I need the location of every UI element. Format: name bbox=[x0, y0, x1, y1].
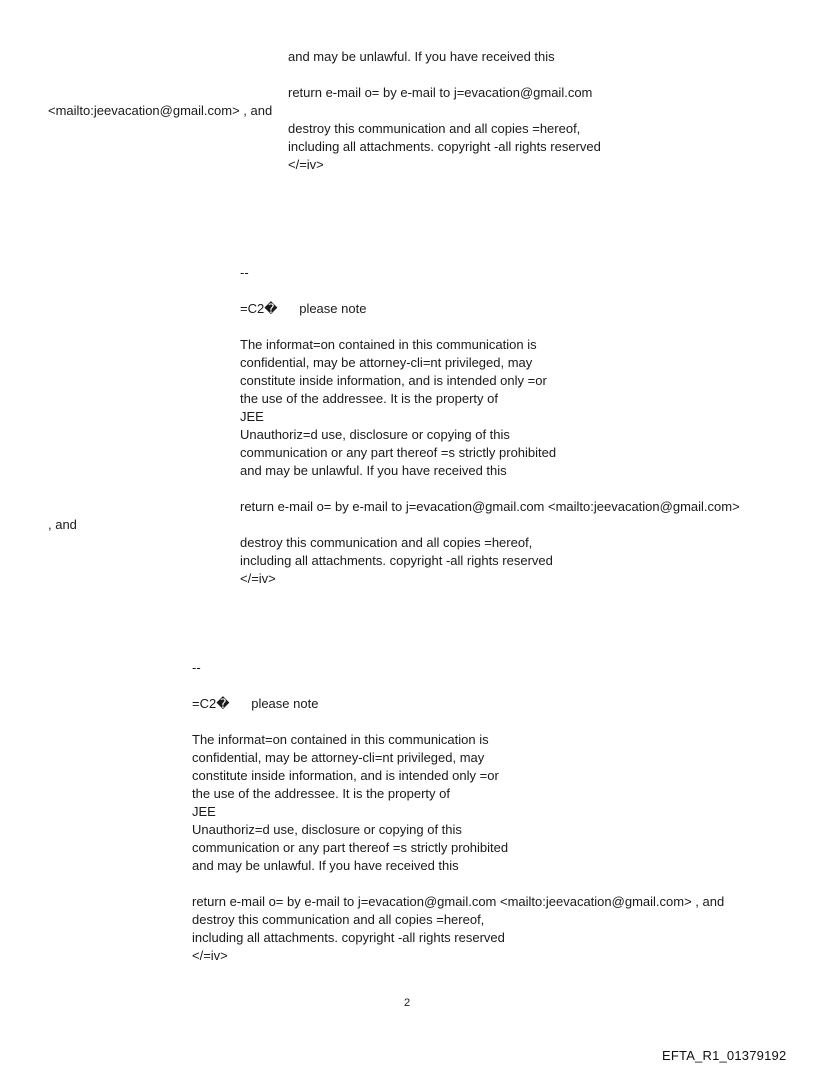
text-line: JEE bbox=[240, 409, 264, 424]
text-line: and may be unlawful. If you have received this bbox=[192, 858, 459, 873]
text-line: , and bbox=[48, 517, 77, 532]
text-line: </=iv> bbox=[288, 157, 324, 172]
text-line: and may be unlawful. If you have received this bbox=[240, 463, 507, 478]
text-line: return e-mail o= by e-mail to j=evacation@gmail.com bbox=[288, 85, 593, 100]
text-line: constitute inside information, and is intended only =or bbox=[192, 768, 499, 783]
text-line: confidential, may be attorney-cli=nt privileged, may bbox=[192, 750, 485, 765]
text-line: Unauthoriz=d use, disclosure or copying of this bbox=[240, 427, 510, 442]
text-line: the use of the addressee. It is the property of bbox=[192, 786, 450, 801]
text-line: return e-mail o= by e-mail to j=evacation@gmail.com <mailto:jeevacation@gmail.com> bbox=[240, 499, 740, 514]
text-line: destroy this communication and all copies =hereof, bbox=[240, 535, 533, 550]
text-line: </=iv> bbox=[240, 571, 276, 586]
notice-heading: =C2� please note bbox=[240, 301, 367, 316]
text-line: The informat=on contained in this communication is bbox=[240, 337, 537, 352]
notice-heading: =C2� please note bbox=[192, 696, 319, 711]
text-line: communication or any part thereof =s strictly prohibited bbox=[192, 840, 509, 855]
text-line: JEE bbox=[192, 804, 216, 819]
text-line: constitute inside information, and is intended only =or bbox=[240, 373, 547, 388]
document-id: EFTA_R1_01379192 bbox=[662, 1048, 787, 1063]
text-line: confidential, may be attorney-cli=nt privileged, may bbox=[240, 355, 533, 370]
text-line: Unauthoriz=d use, disclosure or copying of this bbox=[192, 822, 462, 837]
text-line: <mailto:jeevacation@gmail.com> , and bbox=[48, 103, 273, 118]
text-line: including all attachments. copyright -all rights reserved bbox=[192, 930, 505, 945]
text-line: destroy this communication and all copies =hereof, bbox=[192, 912, 485, 927]
separator-dashes: -- bbox=[192, 660, 201, 675]
text-line: return e-mail o= by e-mail to j=evacation@gmail.com <mailto:jeevacation@gmail.com> , and bbox=[192, 894, 725, 909]
text-line: destroy this communication and all copies =hereof, bbox=[288, 121, 581, 136]
text-line: The informat=on contained in this communication is bbox=[192, 732, 489, 747]
separator-dashes: -- bbox=[240, 265, 249, 280]
text-line: the use of the addressee. It is the property of bbox=[240, 391, 498, 406]
text-line: including all attachments. copyright -all rights reserved bbox=[288, 139, 601, 154]
text-line: communication or any part thereof =s strictly prohibited bbox=[240, 445, 557, 460]
text-line: </=iv> bbox=[192, 948, 228, 963]
text-line: and may be unlawful. If you have received this bbox=[288, 49, 555, 64]
page-number: 2 bbox=[404, 997, 411, 1009]
text-line: including all attachments. copyright -all rights reserved bbox=[240, 553, 553, 568]
